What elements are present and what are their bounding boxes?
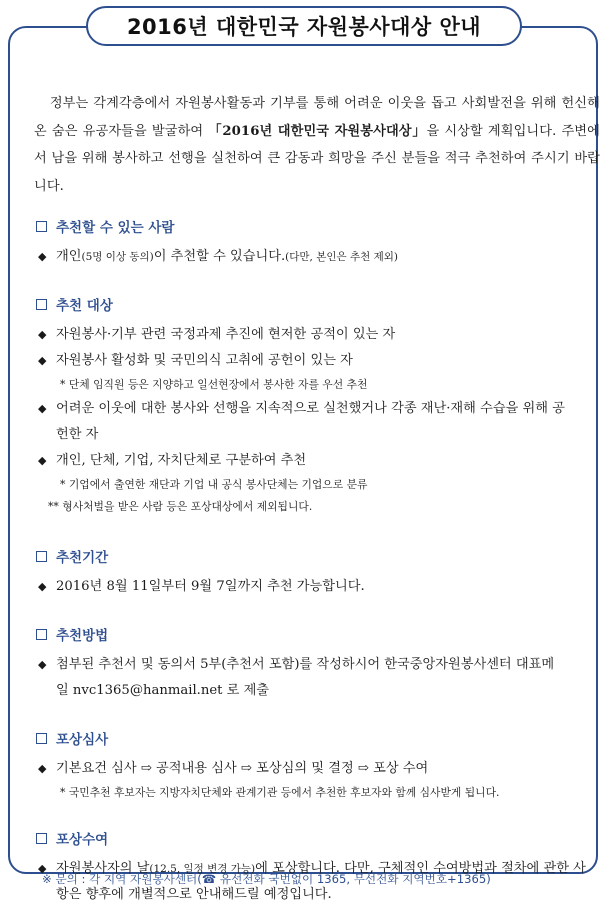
section-heading-text: 추천할 수 있는 사람 — [56, 220, 175, 236]
list-item — [34, 652, 600, 704]
diamond-bullet-icon: ◆ — [38, 762, 47, 775]
list-item — [34, 756, 600, 782]
section-who-can-recommend — [34, 214, 600, 270]
diamond-bullet-icon: ◆ — [38, 402, 47, 415]
intro-text-2: 을 시상할 계획입니다. 주변에서 남을 위해 봉사하고 선행을 실천하여 큰 감동과 희망을 주신 분들을 적극 추천하여 주시기 바랍니다. — [34, 123, 600, 194]
section-heading-text: 추천방법 — [56, 628, 109, 644]
section-heading — [34, 826, 600, 850]
item-text: 개인, 단체, 기업, 자치단체로 구분하여 추천 — [56, 453, 307, 468]
contact-footer: ※ 문의 : 각 지역 자원봉사센터(☎ 유선전화 국번없이 1365, 무선전화 지역번호+1365) — [42, 872, 491, 886]
list-item — [34, 348, 600, 374]
item-text: 자원봉사·기부 관련 국정과제 추진에 현저한 공적이 있는 자 — [56, 327, 396, 342]
section-heading-text: 추천기간 — [56, 550, 109, 566]
list-item — [34, 448, 600, 474]
section-period — [34, 544, 600, 600]
section-review — [34, 726, 600, 804]
intro-text-1: 정부는 각계각층에서 자원봉사활동과 기부를 통해 어려운 이웃을 돕고 사회발전을 위해 헌신해 온 숨은 유공자들을 발굴하여 — [34, 96, 600, 139]
diamond-bullet-icon: ◆ — [38, 328, 47, 341]
item-text: 이 추천할 수 있습니다. — [153, 249, 286, 264]
section-heading — [34, 622, 600, 646]
item-text: 어려운 이웃에 대한 봉사와 선행을 지속적으로 실천했거나 각종 재난·재해 수습을 위해 공헌한 자 — [56, 401, 565, 442]
item-text: 자원봉사 활성화 및 국민의식 고취에 공헌이 있는 자 — [56, 353, 353, 368]
section-heading — [34, 292, 600, 316]
section-heading-text: 추천 대상 — [56, 298, 113, 314]
item-small-text: (5명 이상 동의) — [81, 251, 154, 263]
square-icon — [36, 629, 47, 640]
section-heading — [34, 544, 600, 568]
diamond-bullet-icon: ◆ — [38, 580, 47, 593]
diamond-bullet-icon: ◆ — [38, 862, 47, 875]
list-note: ** 형사처벌을 받은 사람 등은 포상대상에서 제외됩니다. — [48, 500, 313, 513]
list-item — [34, 396, 600, 448]
item-text: 개인 — [56, 249, 82, 264]
list-note: * 기업에서 출연한 재단과 기업 내 공식 봉사단체는 기업으로 분류 — [60, 478, 368, 491]
notice-frame — [8, 26, 600, 902]
section-heading-text: 포상심사 — [56, 732, 109, 748]
square-icon — [36, 551, 47, 562]
section-award — [34, 826, 600, 908]
square-icon — [36, 221, 47, 232]
section-heading-text: 포상수여 — [56, 832, 109, 848]
item-text: 기본요건 심사 ⇨ 공적내용 심사 ⇨ 포상심의 및 결정 ⇨ 포상 수여 — [56, 761, 429, 776]
notice-content — [34, 90, 600, 908]
section-heading — [34, 214, 600, 238]
list-item — [34, 322, 600, 348]
intro-highlight: 「2016년 대한민국 자원봉사대상」 — [208, 123, 427, 139]
section-nominees — [34, 292, 600, 518]
item-text: 2016년 8월 11일부터 9월 7일까지 추천 가능합니다. — [56, 579, 365, 594]
item-text: 자원봉사자의 날 — [56, 861, 150, 876]
intro-paragraph — [34, 90, 600, 200]
item-small-text: (12.5, 일정 변경 가능) — [149, 863, 256, 875]
diamond-bullet-icon: ◆ — [38, 658, 47, 671]
section-heading — [34, 726, 600, 750]
item-text: 첨부된 추천서 및 동의서 5부(추천서 포함)를 작성하시어 한국중앙자원봉사센터 대표메일 nvc1365@hanmail.net 로 제출 — [56, 657, 555, 698]
square-icon — [36, 733, 47, 744]
square-icon — [36, 833, 47, 844]
list-item — [34, 574, 600, 600]
section-method — [34, 622, 600, 704]
diamond-bullet-icon: ◆ — [38, 250, 47, 263]
list-item — [34, 244, 600, 270]
list-note: * 국민추천 후보자는 지방자치단체와 관계기관 등에서 추천한 후보자와 함께 심사받게 됩니다. — [60, 786, 500, 799]
item-text: 에 포상합니다. 다만, 구체적인 수여방법과 절차에 관한 사항은 향후에 개별적으로 안내해드릴 예정입니다. — [56, 861, 586, 902]
diamond-bullet-icon: ◆ — [38, 454, 47, 467]
square-icon — [36, 299, 47, 310]
list-note: * 단체 임직원 등은 지양하고 일선현장에서 봉사한 자를 우선 추천 — [60, 378, 368, 391]
diamond-bullet-icon: ◆ — [38, 354, 47, 367]
item-small-text: (다만, 본인은 추천 제외) — [285, 251, 399, 263]
page-title: 2016년 대한민국 자원봉사대상 안내 — [86, 6, 522, 46]
